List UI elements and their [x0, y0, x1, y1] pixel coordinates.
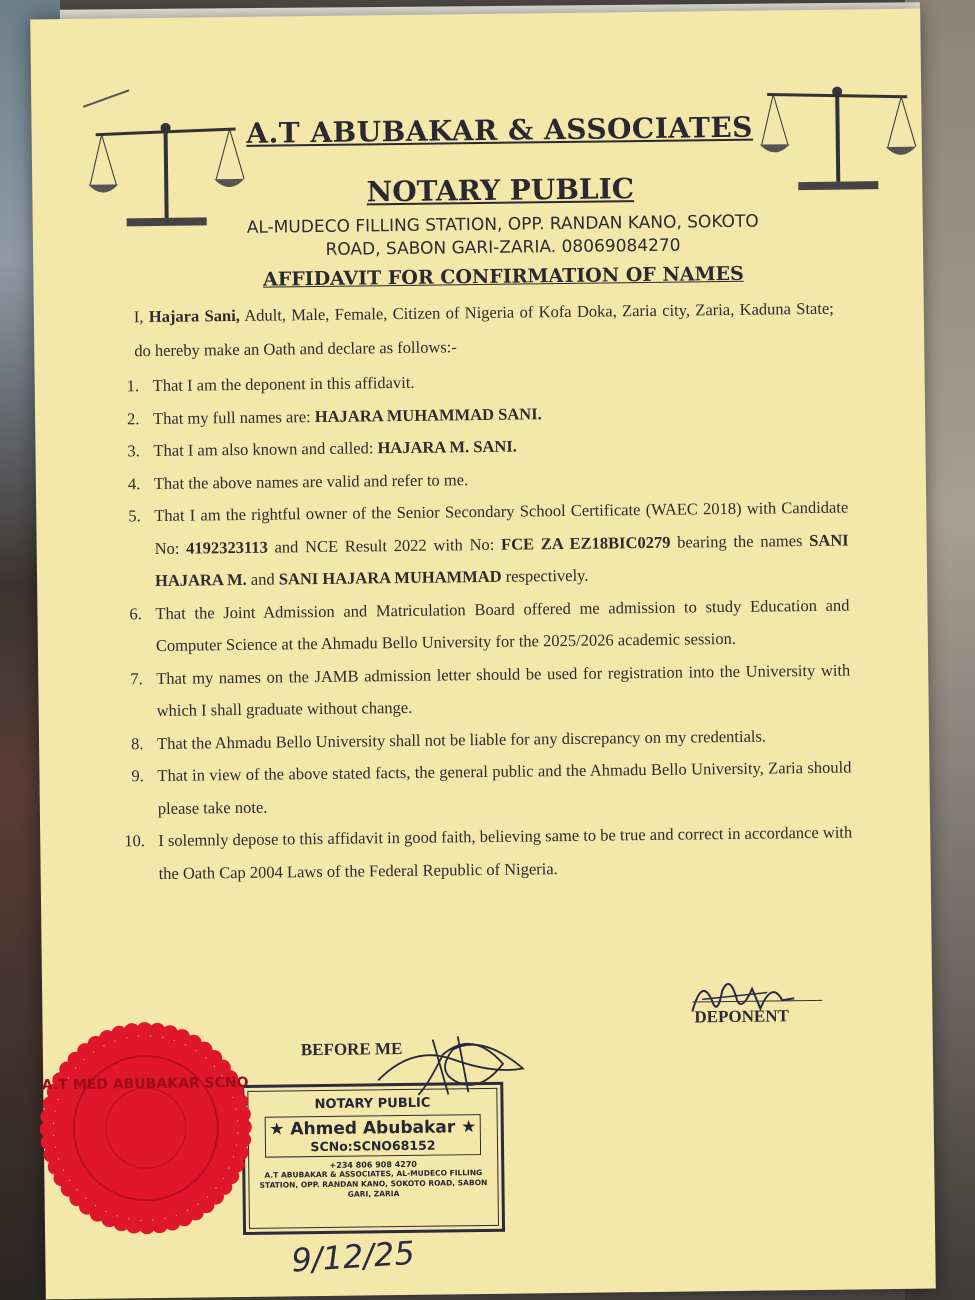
item-number: 1. — [126, 376, 140, 396]
affidavit-title: AFFIDAVIT FOR CONFIRMATION OF NAMES — [262, 262, 744, 291]
pen-mark — [81, 88, 131, 109]
stamp-phone: +234 806 908 4270 — [329, 1159, 417, 1170]
seal-text: A.T MED ABUBAKAR SCNO — [41, 1074, 249, 1094]
item-number: 3. — [127, 441, 140, 461]
intro-rest: Adult, Male, Female, Citizen of Nigeria of Kofa Doka, Zaria city, Zaria, Kaduna State; do hereby make an Oath and declare as follows:- — [134, 298, 834, 361]
candidate-number: 4192323113 — [186, 537, 268, 558]
item-text: That I am the rightful owner of the Senior Secondary School Certificate (WAEC 2018) with Candidate No: — [154, 497, 849, 558]
full-names: HAJARA MUHAMMAD SANI. — [314, 403, 542, 426]
item-number: 10. — [124, 831, 145, 851]
intro-paragraph — [134, 292, 835, 369]
stamp-address: A.T ABUBAKAR & ASSOCIATES, AL-MUDECO FILLING STATION, OPP. RANDAN KANO, SOKOTO ROAD, SABON GARI, ZARIA — [259, 1168, 488, 1199]
item-text: That my full names are: — [152, 406, 315, 428]
item-text: That in view of the above stated facts, the general public and the Ahmadu Bello University, Zaria should please take note. — [157, 757, 852, 818]
item-text: respectively. — [501, 565, 589, 586]
stamp-name-box — [265, 1114, 481, 1158]
item-text: bearing the names — [670, 530, 810, 552]
list-item — [131, 752, 852, 826]
alias-name: HAJARA M. SANI. — [377, 436, 517, 458]
affidavit-document — [30, 9, 936, 1300]
stamp-inner — [247, 1088, 499, 1229]
item-text: That the Ahmadu Bello University shall not be liable for any discrepancy on my credentials. — [156, 726, 767, 753]
item-text: and NCE Result 2022 with No: — [267, 534, 502, 557]
list-item — [130, 654, 851, 728]
deponent-name: Hajara Sani, — [148, 305, 240, 327]
address-line-1: AL-MUDECO FILLING STATION, OPP. RANDAN KANO, SOKOTO — [246, 211, 759, 238]
list-item — [129, 589, 850, 663]
notary-title: NOTARY PUBLIC — [366, 172, 635, 209]
item-text: That I am the deponent in this affidavit. — [152, 372, 415, 396]
nce-number: FCE ZA EZ18BIC0279 — [500, 532, 671, 554]
certificate-name-2: SANI HAJARA MUHAMMAD — [278, 566, 502, 589]
scales-of-justice-icon — [757, 77, 918, 199]
item-text: That I am also known and called: — [153, 438, 378, 461]
item-number: 7. — [130, 668, 143, 688]
list-item — [128, 492, 849, 598]
item-text: and — [246, 569, 279, 589]
item-text: I solemnly depose to this affidavit in good faith, believing same to be true and correct in accordance with the Oath Cap 2004 Laws of the Federal Republic of Nigeria. — [158, 822, 853, 883]
item-number: 5. — [128, 506, 141, 526]
item-number: 8. — [130, 733, 144, 753]
stamp-scn: SCNo:SCNO68152 — [310, 1137, 436, 1155]
item-number: 6. — [129, 603, 142, 623]
item-text: That the Joint Admission and Matriculation Board offered me admission to study Education and Computer Science at the Ahmadu Bello University for the 2025/2026 academic session. — [155, 595, 850, 655]
handwritten-date: 9/12/25 — [290, 1233, 416, 1280]
stamp-notary-name: ★ Ahmed Abubakar ★ — [269, 1117, 477, 1140]
firm-address — [183, 210, 824, 264]
item-number: 4. — [127, 473, 141, 493]
stamp-title: NOTARY PUBLIC — [314, 1095, 431, 1113]
red-seal — [34, 1017, 257, 1240]
item-number: 9. — [131, 766, 144, 786]
deponent-label: DEPONENT — [694, 1006, 790, 1027]
notary-stamp — [241, 1082, 505, 1235]
list-item — [124, 817, 853, 891]
affidavit-items — [124, 362, 853, 891]
item-text: That my names on the JAMB admission letter should be used for registration into the University with which I shall graduate without change. — [156, 660, 851, 720]
certificate-name-1: SANI HAJARA M. — [154, 530, 849, 591]
intro-prefix: I, — [133, 307, 149, 327]
item-number: 2. — [126, 408, 140, 428]
before-me-label: BEFORE ME — [300, 1039, 403, 1060]
firm-name: A.T ABUBAKAR & ASSOCIATES — [246, 110, 754, 150]
item-text: That the above names are valid and refer to me. — [153, 469, 469, 493]
address-line-2: ROAD, SABON GARI-ZARIA. 08069084270 — [325, 235, 681, 260]
